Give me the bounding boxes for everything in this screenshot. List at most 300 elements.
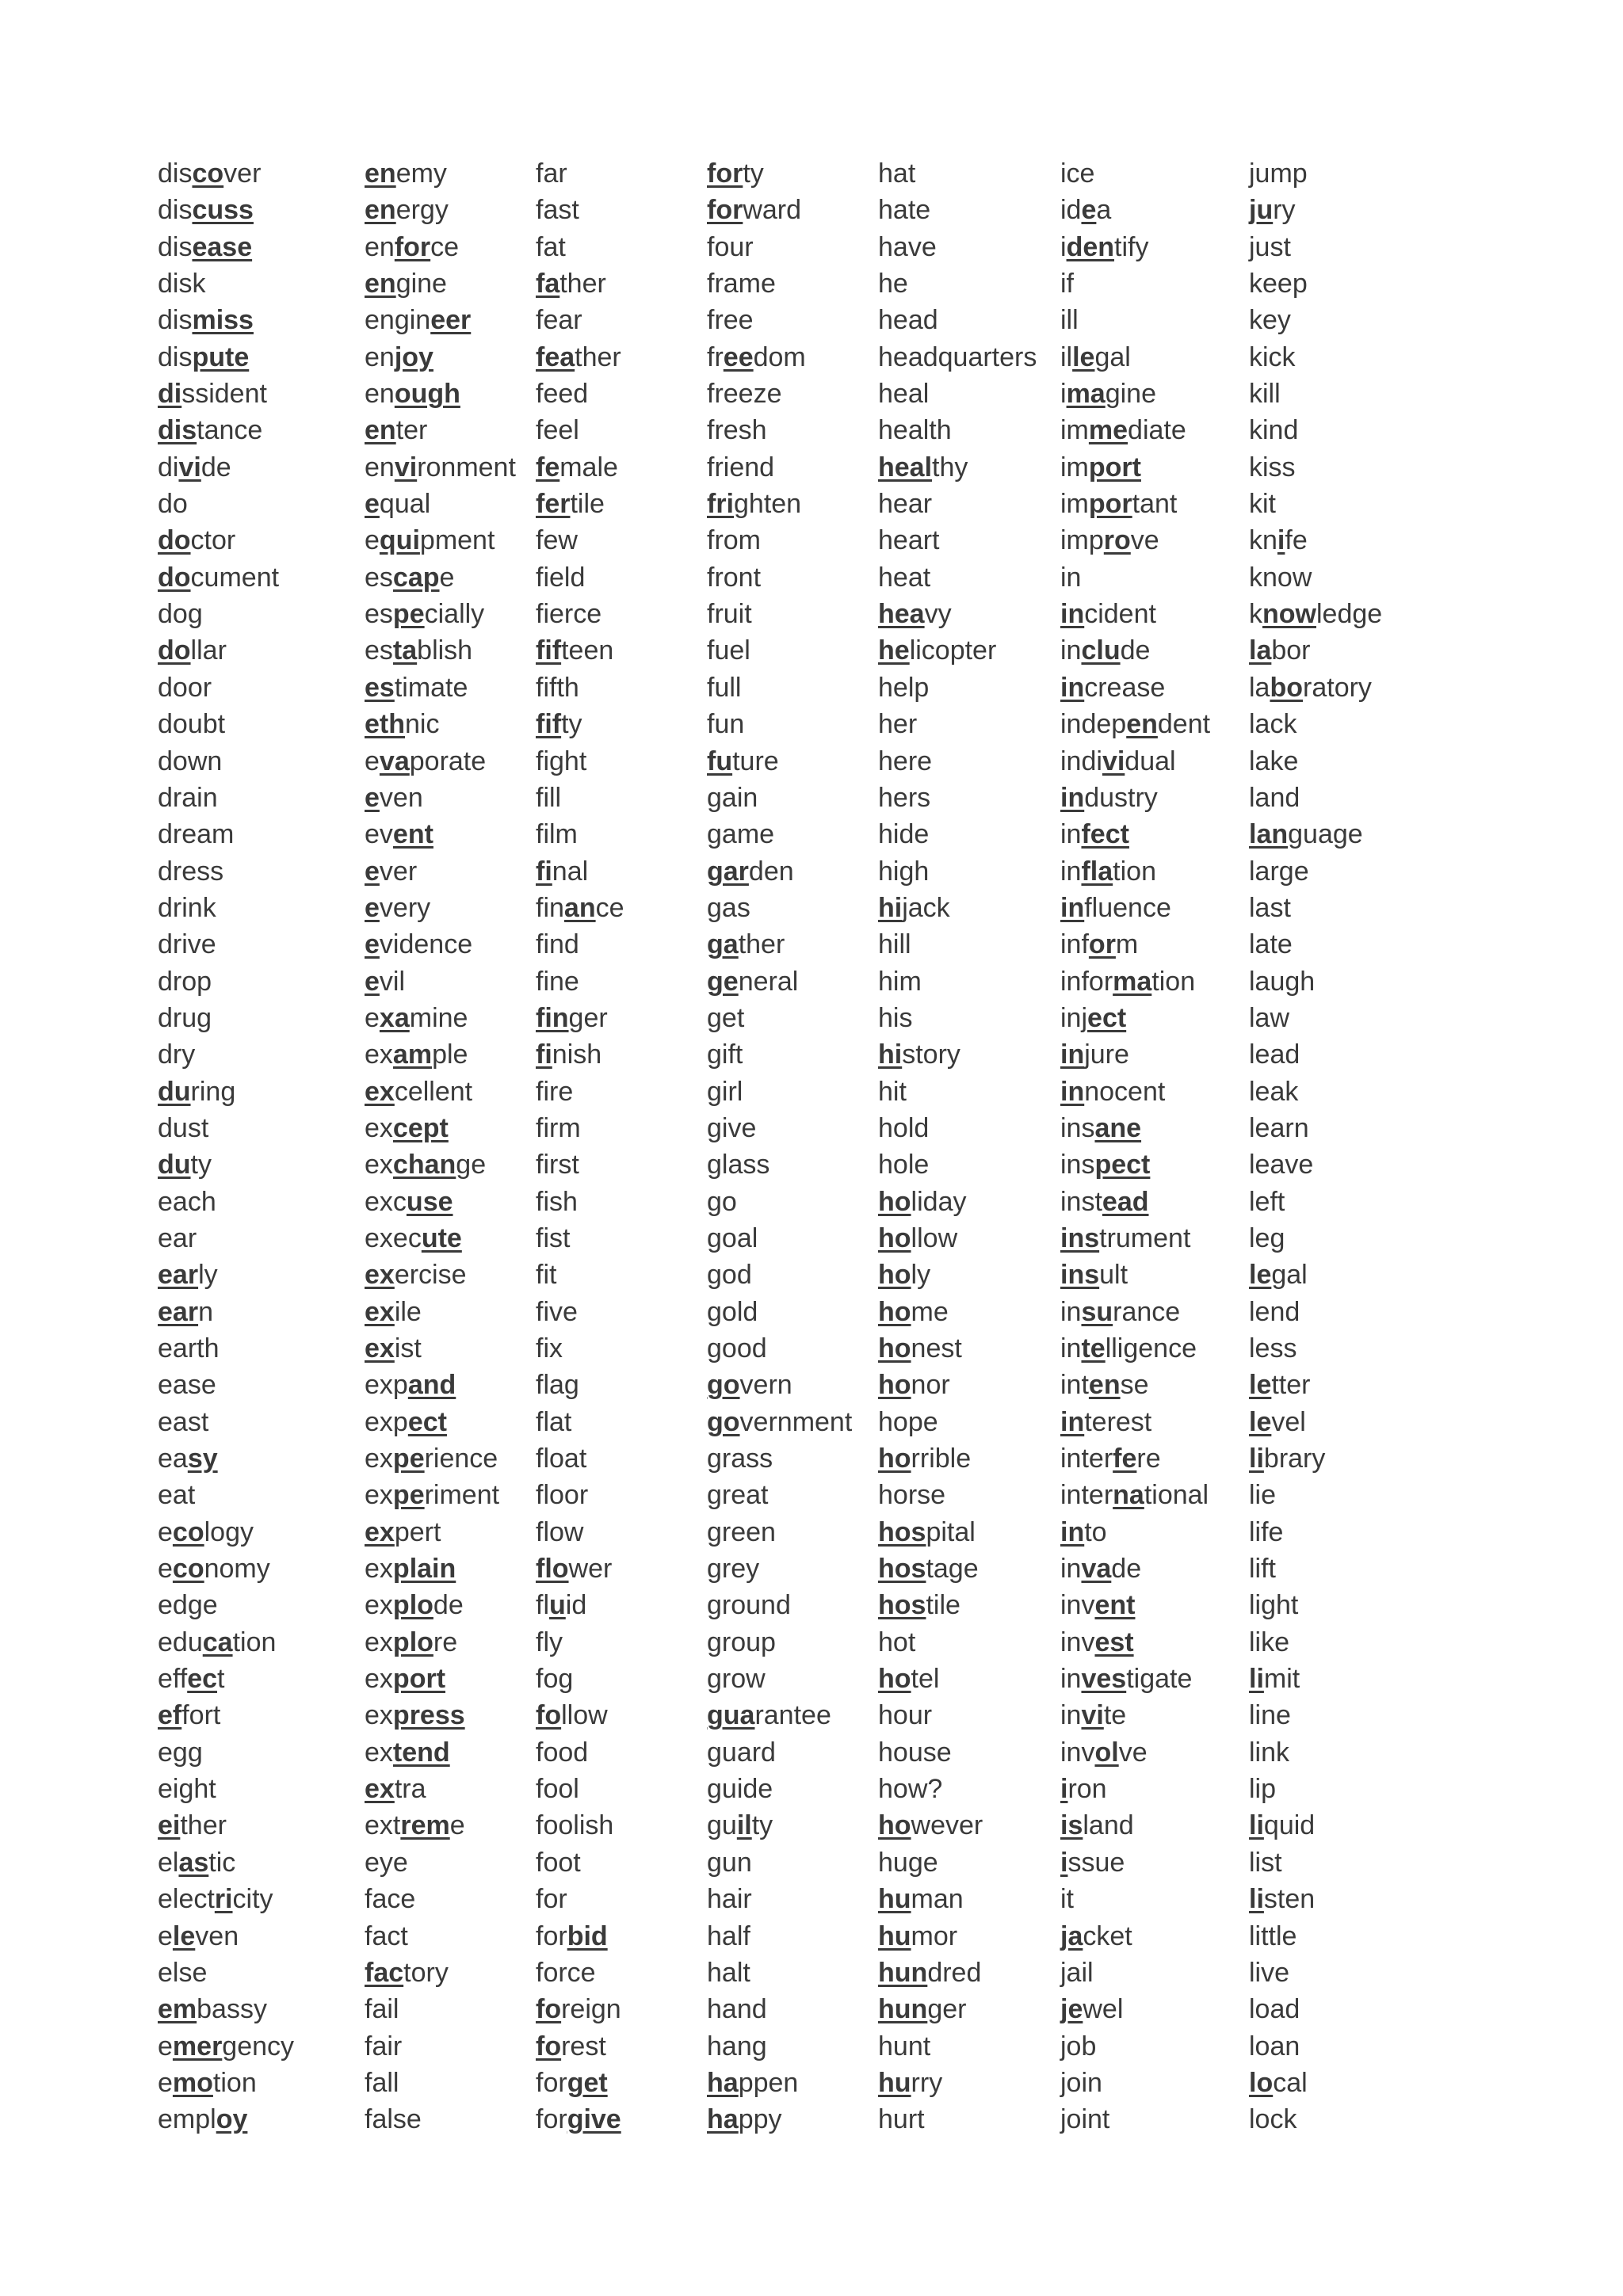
stressed-syllable: fect xyxy=(1081,819,1129,850)
word-prefix: inst xyxy=(1060,1186,1102,1217)
stressed-syllable: va xyxy=(379,746,410,776)
stressed-syllable: li xyxy=(1249,1810,1264,1841)
word-suffix: dom xyxy=(753,341,806,372)
word-entry xyxy=(1249,339,1382,376)
word-entry xyxy=(878,1074,1037,1110)
word-prefix: kit xyxy=(1249,489,1276,520)
word-prefix: fix xyxy=(536,1333,563,1363)
stressed-syllable: ho xyxy=(878,1222,911,1253)
word-entry xyxy=(536,1184,624,1220)
stressed-syllable: pe xyxy=(392,1444,425,1474)
word-suffix: licopter xyxy=(909,635,997,666)
word-entry xyxy=(878,1807,1037,1844)
word-prefix: dream xyxy=(158,819,235,850)
word-entry xyxy=(707,339,852,376)
word-entry xyxy=(158,1550,294,1587)
word-entry xyxy=(1060,1220,1210,1257)
word-suffix: ven xyxy=(195,1920,239,1951)
word-entry xyxy=(158,1918,294,1955)
word-prefix: dog xyxy=(158,599,203,630)
word-prefix: ex xyxy=(365,1737,393,1768)
word-entry xyxy=(1060,559,1210,596)
word-entry xyxy=(158,1110,294,1146)
word-prefix: gu xyxy=(707,1810,737,1841)
word-prefix: hole xyxy=(878,1150,930,1180)
word-entry xyxy=(365,412,516,448)
word-prefix: e xyxy=(365,1002,380,1033)
word-entry xyxy=(1060,743,1210,780)
word-prefix: for xyxy=(536,2104,567,2135)
stressed-syllable: am xyxy=(392,1039,433,1070)
word-entry xyxy=(365,1257,516,1293)
word-prefix: fact xyxy=(365,1920,408,1951)
word-entry xyxy=(1249,155,1382,192)
word-entry xyxy=(707,486,852,522)
word-entry xyxy=(707,926,852,963)
word-suffix: rance xyxy=(1113,1296,1181,1327)
word-prefix: dis xyxy=(158,305,193,336)
word-suffix: nocent xyxy=(1084,1076,1166,1107)
word-entry xyxy=(536,1220,624,1257)
word-entry xyxy=(878,1184,1037,1220)
word-suffix: ly xyxy=(198,1260,218,1291)
word-suffix: ppy xyxy=(738,2104,782,2135)
word-entry xyxy=(1249,1404,1382,1440)
word-entry xyxy=(1060,1330,1210,1367)
word-entry xyxy=(158,376,294,412)
word-prefix: eight xyxy=(158,1774,216,1805)
word-entry xyxy=(878,1844,1037,1881)
stressed-syllable: for xyxy=(707,195,743,226)
word-entry xyxy=(707,192,852,228)
word-entry xyxy=(536,743,624,780)
word-suffix: nomy xyxy=(204,1554,270,1585)
word-entry xyxy=(878,265,1037,302)
word-entry xyxy=(878,559,1037,596)
word-entry xyxy=(158,1146,294,1183)
stressed-syllable: ins xyxy=(1060,1260,1100,1291)
word-entry xyxy=(878,192,1037,228)
stressed-syllable: lan xyxy=(1249,819,1289,850)
word-prefix: egg xyxy=(158,1737,203,1768)
word-prefix: inv xyxy=(1060,1737,1095,1768)
word-entry xyxy=(878,596,1037,632)
word-prefix: load xyxy=(1249,1994,1300,2025)
word-suffix: ve xyxy=(1118,1737,1148,1768)
word-prefix: elect xyxy=(158,1884,215,1915)
word-entry xyxy=(707,1550,852,1587)
word-prefix: grow xyxy=(707,1664,766,1695)
word-suffix: tify xyxy=(1114,231,1149,262)
word-prefix: flat xyxy=(536,1406,572,1437)
word-suffix: nic xyxy=(405,709,440,740)
stressed-syllable: fe xyxy=(536,452,560,482)
word-prefix: dress xyxy=(158,856,224,887)
word-entry xyxy=(536,1440,624,1477)
stressed-syllable: fer xyxy=(536,489,571,520)
word-prefix: ex xyxy=(365,1444,393,1474)
word-prefix: hit xyxy=(878,1076,907,1107)
word-prefix: little xyxy=(1249,1920,1297,1951)
word-entry xyxy=(365,853,516,890)
stressed-syllable: i xyxy=(1277,525,1285,556)
word-entry xyxy=(1060,2028,1210,2065)
word-entry xyxy=(536,632,624,669)
word-entry xyxy=(536,1367,624,1403)
word-prefix: list xyxy=(1249,1847,1282,1878)
word-prefix: kn xyxy=(1249,525,1277,556)
word-entry xyxy=(365,522,516,559)
word-entry xyxy=(1060,1146,1210,1183)
word-entry xyxy=(878,1734,1037,1771)
word-entry xyxy=(707,1477,852,1513)
stressed-syllable: ex xyxy=(365,1774,395,1805)
stressed-syllable: na xyxy=(1113,1480,1144,1511)
word-suffix: ward xyxy=(743,195,802,226)
word-prefix: hide xyxy=(878,819,930,850)
word-prefix: gain xyxy=(707,782,758,813)
word-entry xyxy=(536,1991,624,2027)
word-entry xyxy=(1249,229,1382,265)
word-prefix: fair xyxy=(365,2031,403,2061)
stressed-syllable: hi xyxy=(878,1039,903,1070)
stressed-syllable: li xyxy=(1249,1664,1264,1695)
word-prefix: id xyxy=(1060,195,1082,226)
word-entry xyxy=(536,1881,624,1917)
word-prefix: inf xyxy=(1060,929,1089,960)
word-entry xyxy=(158,1477,294,1513)
stressed-syllable: hun xyxy=(878,1957,928,1988)
word-entry xyxy=(536,669,624,706)
word-prefix: es xyxy=(365,599,393,630)
stressed-syllable: ee xyxy=(723,341,754,372)
word-prefix: go xyxy=(707,1186,737,1217)
word-prefix: flag xyxy=(536,1370,579,1401)
stressed-syllable: ear xyxy=(158,1260,199,1291)
stressed-syllable: bo xyxy=(1270,672,1304,703)
word-prefix: game xyxy=(707,819,775,850)
word-suffix: e xyxy=(439,562,455,593)
word-entry xyxy=(365,780,516,816)
word-prefix: fruit xyxy=(707,599,752,630)
word-suffix: pert xyxy=(394,1516,441,1547)
stressed-syllable: in xyxy=(1060,1406,1085,1437)
word-entry xyxy=(158,1844,294,1881)
word-prefix: im xyxy=(1060,415,1089,446)
stressed-syllable: pect xyxy=(1094,1150,1151,1180)
word-prefix: k xyxy=(1249,599,1262,630)
word-prefix: grass xyxy=(707,1444,773,1474)
word-suffix: tra xyxy=(394,1774,426,1805)
word-entry xyxy=(1060,449,1210,486)
word-entry xyxy=(158,596,294,632)
word-entry xyxy=(158,1257,294,1293)
word-entry xyxy=(1060,632,1210,669)
word-suffix: tion xyxy=(1113,856,1156,887)
word-entry xyxy=(536,1074,624,1110)
word-column-7 xyxy=(1249,155,1382,2138)
word-suffix: dent xyxy=(1157,709,1211,740)
word-suffix: ty xyxy=(743,158,764,189)
word-entry xyxy=(158,265,294,302)
word-prefix: dis xyxy=(158,341,193,372)
stressed-syllable: ha xyxy=(707,2104,739,2135)
stressed-syllable: ead xyxy=(1102,1186,1149,1217)
stressed-syllable: ent xyxy=(392,819,433,850)
word-prefix: fr xyxy=(707,341,724,372)
word-entry xyxy=(365,192,516,228)
stressed-syllable: mer xyxy=(172,2031,223,2061)
stressed-syllable: le xyxy=(1072,341,1095,372)
word-entry xyxy=(707,1844,852,1881)
word-entry xyxy=(1249,1294,1382,1330)
word-entry xyxy=(158,963,294,1000)
word-entry xyxy=(158,1367,294,1403)
word-entry xyxy=(158,1881,294,1917)
word-prefix: gun xyxy=(707,1847,752,1878)
word-suffix: vidence xyxy=(379,929,473,960)
word-prefix: east xyxy=(158,1406,209,1437)
word-entry xyxy=(707,1367,852,1403)
word-entry xyxy=(365,1036,516,1073)
word-prefix: great xyxy=(707,1480,769,1511)
word-prefix: land xyxy=(1249,782,1300,813)
word-entry xyxy=(365,229,516,265)
stressed-syllable: ta xyxy=(392,635,418,666)
word-entry xyxy=(1249,1367,1382,1403)
word-entry xyxy=(365,1661,516,1697)
word-suffix: gine xyxy=(395,269,447,299)
word-prefix: en xyxy=(365,341,395,372)
word-prefix: el xyxy=(158,1847,179,1878)
word-prefix: flow xyxy=(536,1516,584,1547)
word-suffix: wel xyxy=(1083,1994,1124,2025)
word-suffix: se xyxy=(1120,1370,1149,1401)
stressed-syllable: ute xyxy=(421,1222,462,1253)
word-entry xyxy=(365,1294,516,1330)
word-prefix: for xyxy=(536,1920,567,1951)
stressed-syllable: ma xyxy=(1066,379,1106,410)
word-entry xyxy=(365,1881,516,1917)
word-prefix: eff xyxy=(158,1664,188,1695)
word-suffix: man xyxy=(911,1884,964,1915)
word-entry xyxy=(1249,816,1382,852)
word-prefix: group xyxy=(707,1627,776,1657)
word-column-3 xyxy=(536,155,624,2138)
word-prefix: e xyxy=(158,2031,173,2061)
word-prefix: life xyxy=(1249,1516,1284,1547)
word-prefix: foot xyxy=(536,1847,581,1878)
word-prefix: hold xyxy=(878,1112,930,1143)
word-entry xyxy=(1060,1000,1210,1036)
word-suffix: riment xyxy=(424,1480,500,1511)
word-suffix: reign xyxy=(561,1994,621,2025)
word-entry xyxy=(158,1330,294,1367)
word-prefix: dry xyxy=(158,1039,196,1070)
word-suffix: tile xyxy=(926,1590,960,1621)
stressed-syllable: je xyxy=(1060,1994,1083,2025)
stressed-syllable: port xyxy=(1088,452,1141,482)
word-suffix: liday xyxy=(911,1186,967,1217)
word-entry xyxy=(878,963,1037,1000)
word-entry xyxy=(365,743,516,780)
stressed-syllable: ge xyxy=(707,966,739,997)
word-entry xyxy=(158,780,294,816)
stressed-syllable: ho xyxy=(878,1444,911,1474)
word-entry xyxy=(707,780,852,816)
word-entry xyxy=(536,1514,624,1550)
word-entry xyxy=(365,1184,516,1220)
stressed-syllable: em xyxy=(158,1994,197,2025)
word-entry xyxy=(1249,1918,1382,1955)
word-entry xyxy=(365,265,516,302)
stressed-syllable: ex xyxy=(365,1076,395,1107)
stressed-syllable: di xyxy=(158,379,182,410)
word-prefix: else xyxy=(158,1957,208,1988)
word-entry xyxy=(1249,1771,1382,1807)
word-prefix: jail xyxy=(1060,1957,1094,1988)
word-prefix: fifth xyxy=(536,672,579,703)
word-entry xyxy=(536,1550,624,1587)
word-prefix: fun xyxy=(707,709,745,740)
word-entry xyxy=(158,632,294,669)
stressed-syllable: e xyxy=(365,966,380,997)
word-prefix: key xyxy=(1249,305,1291,336)
word-prefix: fire xyxy=(536,1076,574,1107)
word-entry xyxy=(878,890,1037,926)
word-entry xyxy=(158,2028,294,2065)
word-suffix: ratory xyxy=(1303,672,1372,703)
stressed-syllable: du xyxy=(158,1150,191,1180)
word-suffix: dred xyxy=(927,1957,982,1988)
word-suffix: to xyxy=(1084,1516,1107,1547)
stressed-syllable: ins xyxy=(1060,1222,1100,1253)
word-prefix: en xyxy=(365,379,395,410)
word-suffix: ile xyxy=(394,1296,422,1327)
word-prefix: in xyxy=(1060,1296,1082,1327)
stressed-syllable: ho xyxy=(878,1370,911,1401)
word-entry xyxy=(536,192,624,228)
word-suffix: rest xyxy=(561,2031,606,2061)
word-prefix: like xyxy=(1249,1627,1290,1657)
word-entry xyxy=(878,632,1037,669)
word-suffix: cal xyxy=(1273,2067,1308,2098)
stressed-syllable: plo xyxy=(392,1590,433,1621)
word-entry xyxy=(1249,2101,1382,2138)
word-entry xyxy=(878,449,1037,486)
stressed-syllable: e xyxy=(365,856,380,887)
stressed-syllable: fea xyxy=(536,341,575,372)
word-suffix: ry xyxy=(1273,195,1296,226)
stressed-syllable: oy xyxy=(216,2104,248,2135)
word-entry xyxy=(1249,559,1382,596)
word-entry xyxy=(365,963,516,1000)
word-suffix: cument xyxy=(190,562,280,593)
word-entry xyxy=(1249,632,1382,669)
stressed-syllable: in xyxy=(1060,599,1085,630)
word-suffix: mor xyxy=(911,1920,958,1951)
word-prefix: from xyxy=(707,525,761,556)
word-entry xyxy=(365,1367,516,1403)
word-prefix: fly xyxy=(536,1627,563,1657)
word-prefix: horse xyxy=(878,1480,946,1511)
word-entry xyxy=(365,1771,516,1807)
word-prefix: edge xyxy=(158,1590,218,1621)
word-prefix: get xyxy=(707,1002,745,1033)
word-entry xyxy=(158,155,294,192)
word-suffix: brary xyxy=(1263,1444,1326,1474)
word-prefix: ex xyxy=(365,1627,393,1657)
word-prefix: i xyxy=(1060,379,1067,410)
word-prefix: for xyxy=(536,2067,567,2098)
word-entry xyxy=(707,559,852,596)
word-entry xyxy=(1060,1440,1210,1477)
stressed-syllable: ha xyxy=(707,2067,739,2098)
word-entry xyxy=(158,412,294,448)
word-prefix: fl xyxy=(536,1590,549,1621)
word-prefix: fool xyxy=(536,1774,579,1805)
stressed-syllable: give xyxy=(567,2104,621,2135)
word-entry xyxy=(878,1220,1037,1257)
word-entry xyxy=(1060,1624,1210,1661)
word-entry xyxy=(1060,192,1210,228)
word-suffix: cket xyxy=(1083,1920,1132,1951)
word-entry xyxy=(878,2101,1037,2138)
stressed-syllable: hun xyxy=(878,1994,928,2025)
word-entry xyxy=(1060,302,1210,338)
word-entry xyxy=(707,1991,852,2027)
word-suffix: rry xyxy=(911,2067,943,2098)
word-suffix: tory xyxy=(403,1957,449,1988)
word-entry xyxy=(365,376,516,412)
word-suffix: crease xyxy=(1084,672,1166,703)
word-suffix: fort xyxy=(181,1700,221,1731)
word-entry xyxy=(158,486,294,522)
stressed-syllable: ent xyxy=(1094,1590,1136,1621)
stressed-syllable: pe xyxy=(392,1480,425,1511)
stressed-syllable: en xyxy=(1088,1370,1121,1401)
word-prefix: indep xyxy=(1060,709,1127,740)
word-prefix: hang xyxy=(707,2031,767,2061)
word-prefix: less xyxy=(1249,1333,1297,1363)
stressed-syllable: and xyxy=(407,1370,456,1401)
word-entry xyxy=(707,1734,852,1771)
word-entry xyxy=(365,1074,516,1110)
stressed-syllable: for xyxy=(707,158,743,189)
stressed-syllable: est xyxy=(1094,1627,1134,1657)
word-entry xyxy=(1060,853,1210,890)
word-suffix: sten xyxy=(1263,1884,1316,1915)
word-column-1 xyxy=(158,155,294,2138)
word-prefix: fin xyxy=(536,892,564,923)
word-entry xyxy=(707,890,852,926)
word-suffix: terest xyxy=(1084,1406,1152,1437)
stressed-syllable: xa xyxy=(379,1002,410,1033)
word-entry xyxy=(707,1918,852,1955)
word-prefix: hate xyxy=(878,195,931,226)
stressed-syllable: me xyxy=(1088,415,1128,446)
word-prefix: exec xyxy=(365,1222,422,1253)
stressed-syllable: en xyxy=(365,158,396,189)
word-prefix: in xyxy=(1060,562,1082,593)
word-entry xyxy=(1060,1844,1210,1881)
word-suffix: timate xyxy=(394,672,468,703)
word-suffix: rience xyxy=(424,1444,498,1474)
word-prefix: indi xyxy=(1060,746,1102,776)
word-entry xyxy=(1060,780,1210,816)
stressed-syllable: la xyxy=(1249,635,1272,666)
stressed-syllable: cap xyxy=(392,562,440,593)
